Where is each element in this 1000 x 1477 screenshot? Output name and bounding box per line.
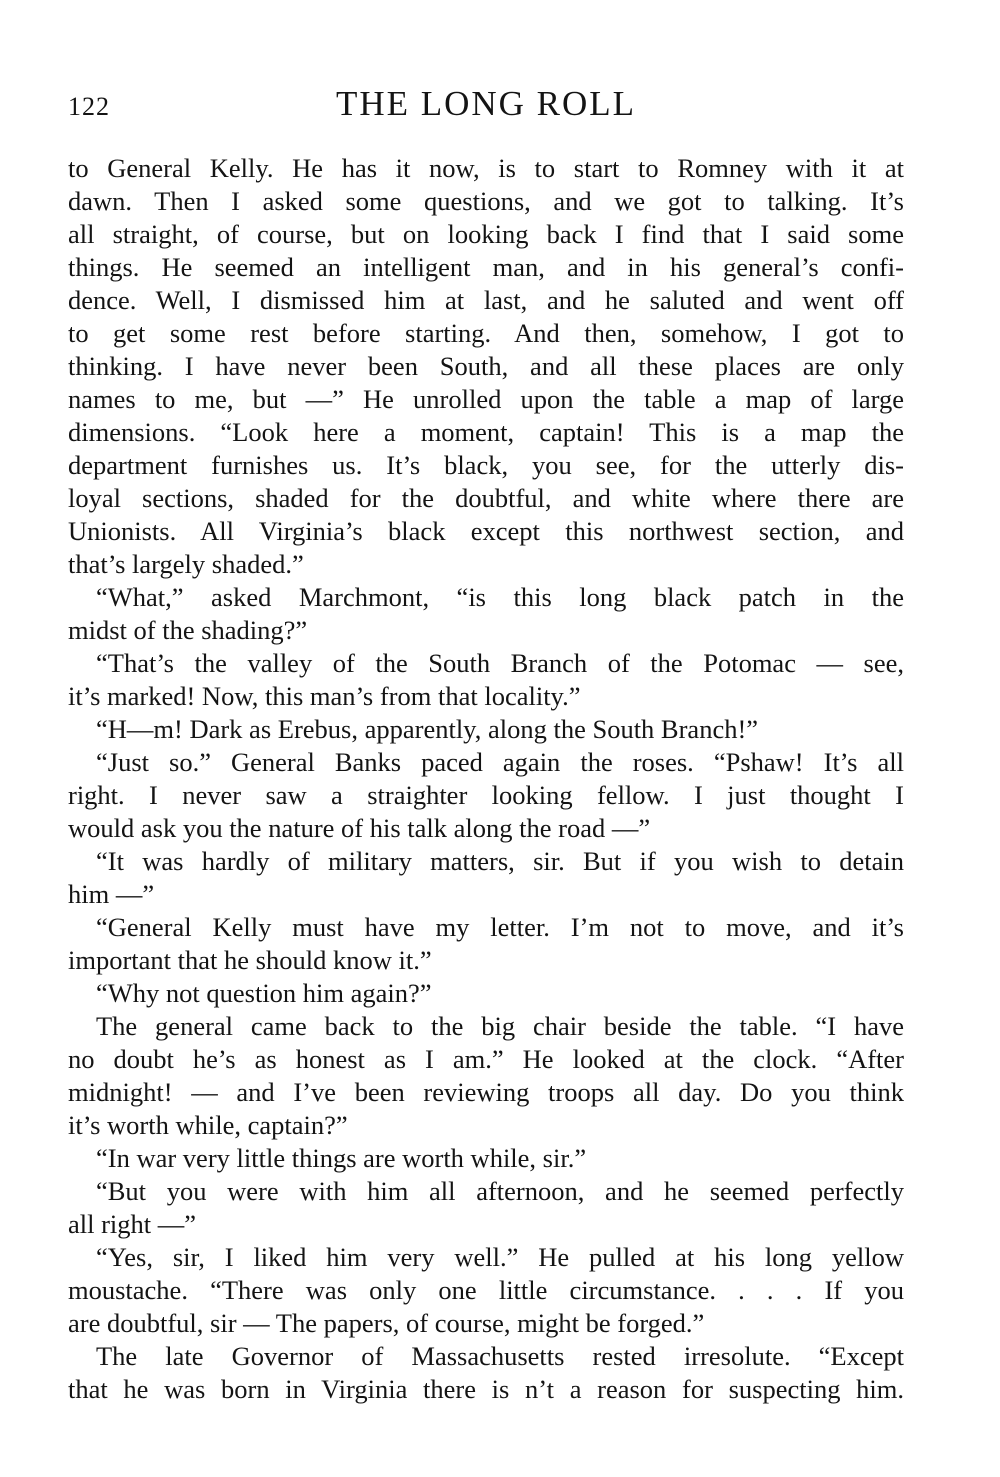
text-line: “But you were with him all afternoon, and he seemed perfectly [96, 1176, 904, 1206]
text-line: thinking. I have never been South, and all these places are only [68, 351, 904, 381]
text-line: important that he should know it.” [68, 945, 432, 975]
text-line: it’s worth while, captain?” [68, 1110, 348, 1140]
page-number: 122 [68, 92, 110, 121]
text-line: dimensions. “Look here a moment, captain! This is a map the [68, 417, 904, 447]
text-line: The late Governor of Massachusetts rested irresolute. “Except [96, 1341, 904, 1371]
text-line: Unionists. All Virginia’s black except this northwest section, and [68, 516, 904, 546]
text-line: “Why not question him again?” [96, 978, 432, 1008]
page-header [68, 84, 904, 128]
text-line: to get some rest before starting. And then, somehow, I got to [68, 318, 904, 348]
text-line: no doubt he’s as honest as I am.” He looked at the clock. “After [68, 1044, 904, 1074]
text-line: all straight, of course, but on looking back I find that I said some [68, 219, 904, 249]
text-line: names to me, but —” He unrolled upon the table a map of large [68, 384, 904, 414]
text-line: “It was hardly of military matters, sir. But if you wish to detain [96, 846, 904, 876]
body-text [68, 152, 904, 1406]
text-line: midnight! — and I’ve been reviewing troops all day. Do you think [68, 1077, 904, 1107]
text-line: to General Kelly. He has it now, is to start to Romney with it at [68, 153, 904, 183]
text-line: “General Kelly must have my letter. I’m not to move, and it’s [96, 912, 904, 942]
text-line: all right —” [68, 1209, 197, 1239]
text-line: it’s marked! Now, this man’s from that locality.” [68, 681, 581, 711]
text-line: him —” [68, 879, 155, 909]
text-line: “Just so.” General Banks paced again the roses. “Pshaw! It’s all [96, 747, 904, 777]
text-line: midst of the shading?” [68, 615, 308, 645]
text-line: The general came back to the big chair beside the table. “I have [96, 1011, 904, 1041]
text-line: department furnishes us. It’s black, you see, for the utterly dis- [68, 450, 904, 480]
text-line: right. I never saw a straighter looking fellow. I just thought I [68, 780, 904, 810]
text-line: dawn. Then I asked some questions, and we got to talking. It’s [68, 186, 904, 216]
text-line: “Yes, sir, I liked him very well.” He pulled at his long yellow [96, 1242, 904, 1272]
running-title: THE LONG ROLL [335, 84, 637, 123]
text-line: loyal sections, shaded for the doubtful, and white where there are [68, 483, 904, 513]
text-line: things. He seemed an intelligent man, and in his general’s confi- [68, 252, 904, 282]
text-line: dence. Well, I dismissed him at last, and he saluted and went off [68, 285, 904, 315]
text-line: that’s largely shaded.” [68, 549, 304, 579]
text-line: moustache. “There was only one little circumstance. . . . If you [68, 1275, 904, 1305]
text-line: “That’s the valley of the South Branch of the Potomac — see, [96, 648, 904, 678]
text-line: “What,” asked Marchmont, “is this long black patch in the [96, 582, 904, 612]
text-line: that he was born in Virginia there is n’t a reason for suspecting him. [68, 1374, 904, 1404]
text-line: “In war very little things are worth while, sir.” [96, 1143, 587, 1173]
text-line: “H—m! Dark as Erebus, apparently, along the South Branch!” [96, 714, 759, 744]
text-line: are doubtful, sir — The papers, of course, might be forged.” [68, 1308, 705, 1338]
text-line: would ask you the nature of his talk along the road —” [68, 813, 651, 843]
